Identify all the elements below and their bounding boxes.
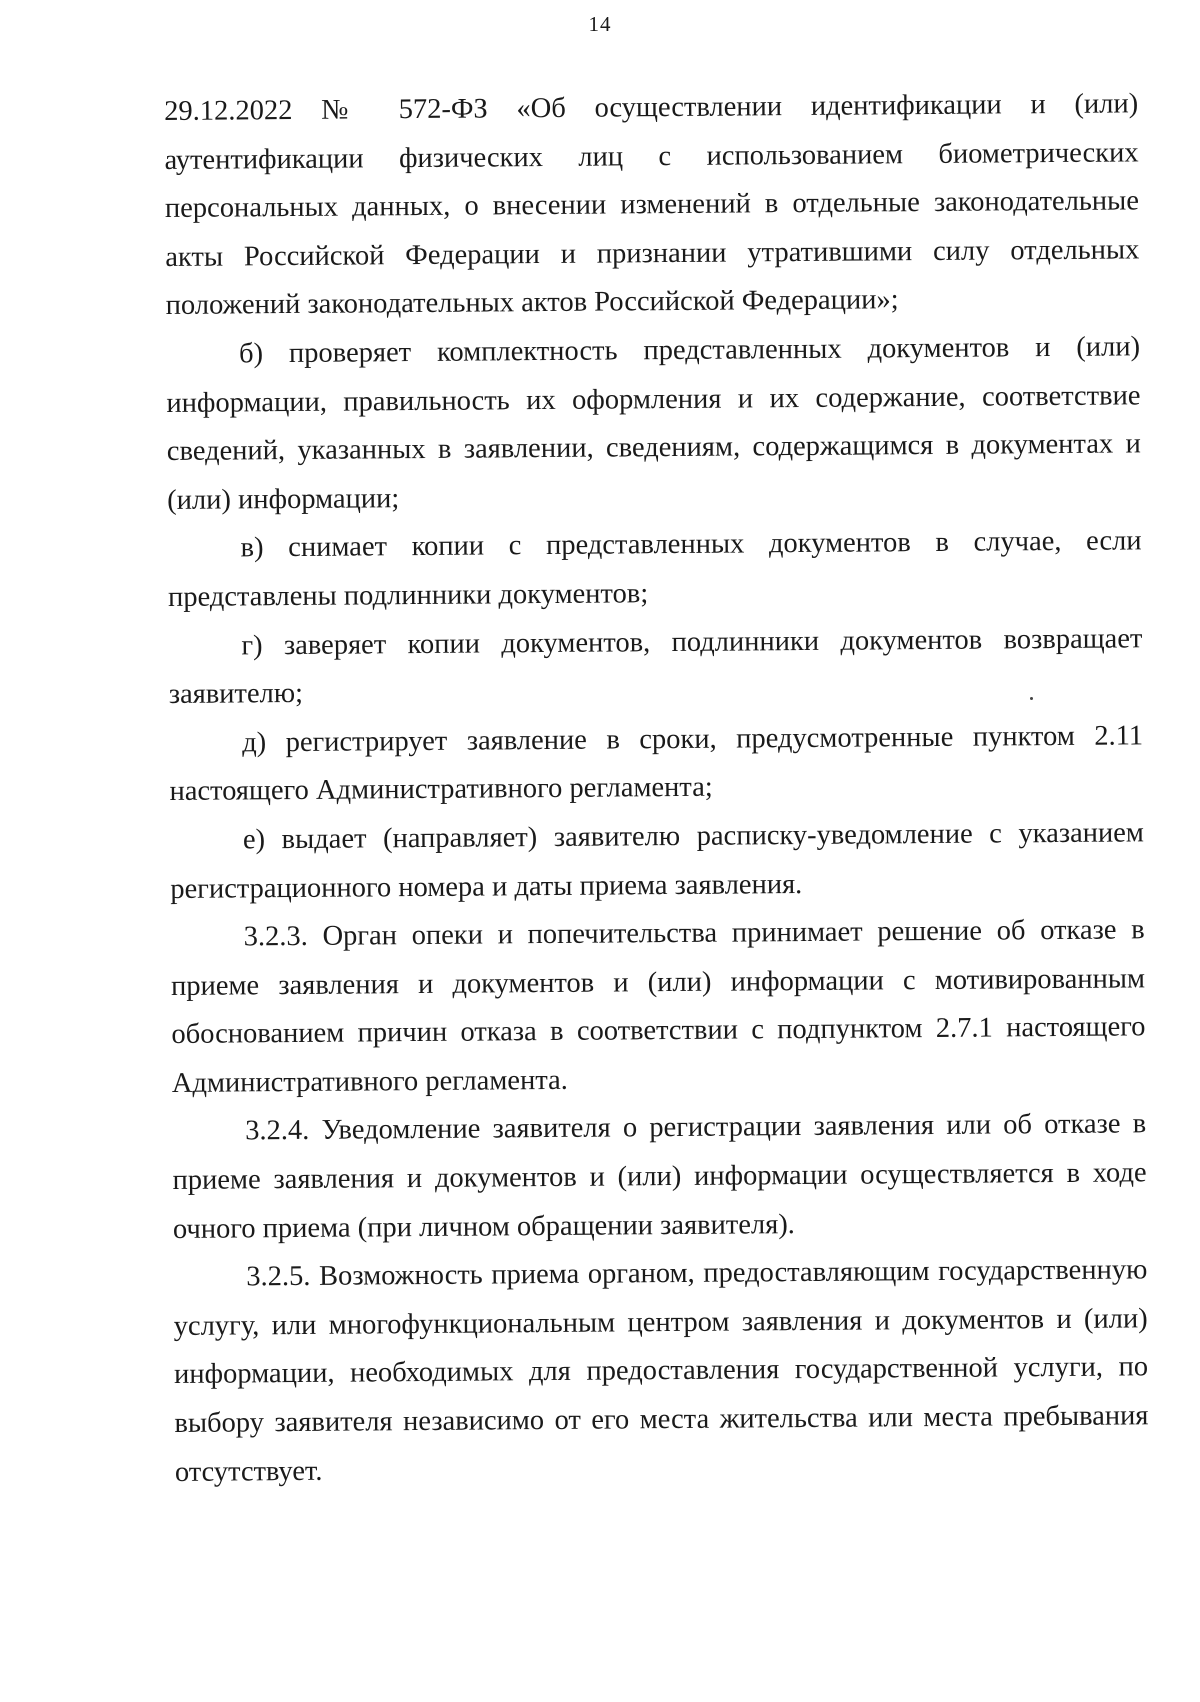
paragraph-item-g: г) заверяет копии документов, подлинники документов возвращает заявителю; <box>168 622 1143 711</box>
paragraph-item-b: б) проверяет комплектность представленных документов и (или) информации, правильность их оформления и их содержание, соответствие сведений, указанных в заявлении, сведениям, содержащимся в документах и (или) информации; <box>166 331 1141 516</box>
document-body <box>164 80 1149 1497</box>
paragraph-item-d: д) регистрирует заявление в сроки, предусмотренные пунктом 2.11 настоящего Административного регламента; <box>169 720 1144 808</box>
scan-speck <box>1030 697 1033 700</box>
paragraph-3-2-3: 3.2.3. Орган опеки и попечительства принимает решение об отказе в приеме заявления и документов и (или) информации с мотивированным обоснованием причин отказа в соответствии с подпунктом 2.7.1 настоящего Административного регламента. <box>170 914 1146 1099</box>
paragraph-item-e: е) выдает (направляет) заявителю расписку-уведомление с указанием регистрационного номера и даты приема заявления. <box>170 817 1145 905</box>
paragraph-3-2-5: 3.2.5. Возможность приема органом, предоставляющим государственную услугу, или многофункциональным центром заявления и документов и (или) информации, необходимых для предоставления государственной услуги, по выбору заявителя независимо от его места жительства или места пребывания отсутствует. <box>173 1254 1149 1488</box>
paragraph-law-reference: 29.12.2022 № 572-ФЗ «Об осуществлении идентификации и (или) аутентификации физических лиц с использованием биометрических персональных данных, о внесении изменений в отдельные законодательные акты Российской Федерации и признании утратившими силу отдельных положений законодательных актов Российской Федерации»; <box>164 88 1140 322</box>
page-number: 14 <box>588 12 612 36</box>
paragraph-item-v: в) снимает копии с представленных документов в случае, если представлены подлинники документов; <box>167 525 1142 613</box>
paragraph-3-2-4: 3.2.4. Уведомление заявителя о регистрации заявления или об отказе в приеме заявления и документов и (или) информации осуществляется в ходе очного приема (при личном обращении заявителя). <box>172 1108 1147 1245</box>
